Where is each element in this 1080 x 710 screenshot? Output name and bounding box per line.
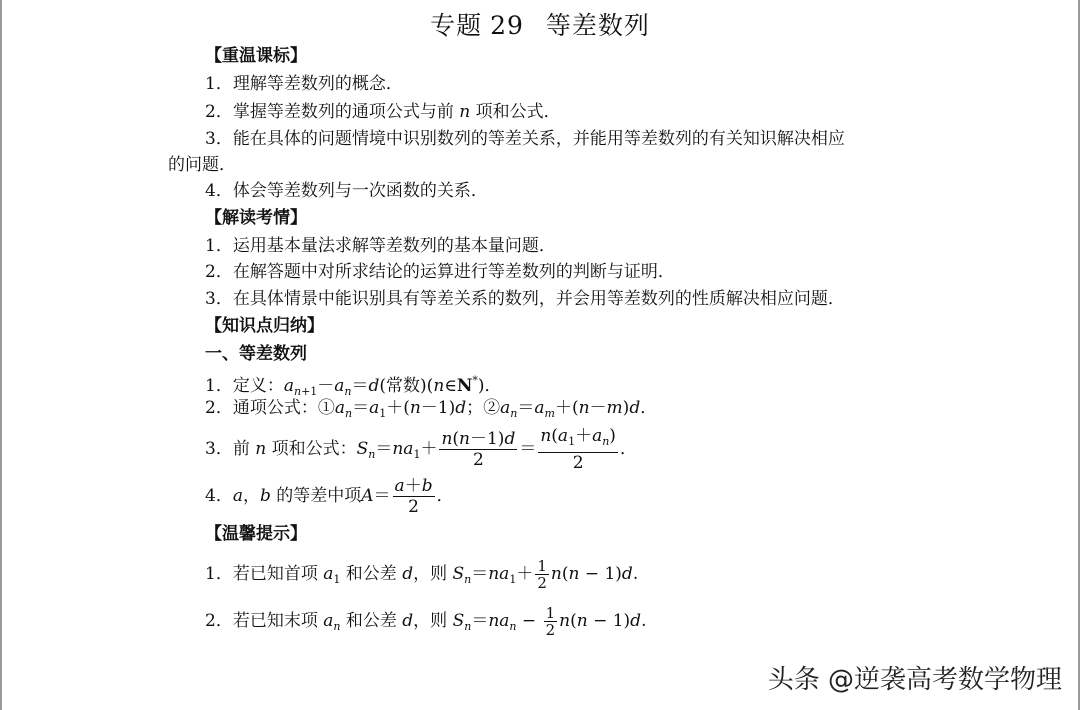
tip-2: 2．若已知末项 $a_n$ 和公差 d，则 $S_n=na_n$ − $\frac{1}{2}$ n(n − 1)d.	[205, 604, 647, 639]
title-topic: 等差数列	[545, 11, 650, 40]
formula-sum: 3．前 n 项和公式：$S_n=na_1+$ $\frac{n(n-1)d}{2}$ ＝ $\frac{n(a_1+a_n)}{2}$ ．	[205, 426, 637, 473]
section-interpret-heading: 【解读考情】	[205, 208, 307, 228]
review-item-3: 3．能在具体的问题情境中识别数列的等差关系，并能用等差数列的有关知识解决相应	[205, 129, 845, 149]
interpret-item-3: 3．在具体情景中能识别具有等差关系的数列，并会用等差数列的性质解决相应问题．	[205, 289, 845, 309]
interpret-item-2: 2．在解答题中对所求结论的运算进行等差数列的判断与证明．	[205, 262, 675, 282]
watermark: 头条 @逆袭高考数学物理	[767, 665, 1062, 695]
left-page-edge	[0, 0, 2, 710]
review-item-4: 4．体会等差数列与一次函数的关系．	[205, 181, 488, 201]
interpret-item-1: 1．运用基本量法求解等差数列的基本量问题．	[205, 236, 556, 256]
formula-general-term: 2．通项公式：$①a_n=a_1+(n-1)d$；$②a_n=a_m+(n-m)d$．	[205, 398, 658, 420]
section-knowledge-heading: 【知识点归纳】	[205, 316, 324, 336]
formula-definition: 1．定义：$a_{n+1}-a_n=d$(常数)(n∈N*)．	[205, 374, 502, 398]
fraction: $\frac{1}{2}$	[545, 604, 556, 639]
formula-mean: 4．a，b 的等差中项A＝ $\frac{a+b}{2}$ ．	[205, 476, 454, 517]
title-number: 29	[490, 11, 524, 40]
fraction: $\frac{a+b}{2}$	[394, 476, 433, 517]
page-title	[0, 6, 1080, 42]
review-item-3-cont: 的问题．	[168, 155, 236, 175]
subsection-heading: 一、等差数列	[205, 344, 307, 364]
fraction: $\frac{n(n-1)d}{2}$	[441, 429, 516, 470]
fraction: $\frac{n(a_1+a_n)}{2}$	[540, 426, 616, 473]
section-review-heading: 【重温课标】	[205, 46, 307, 66]
tip-1: 1．若已知首项 $a_1$ 和公差 d，则 $S_n=na_1+$ $\frac{1}{2}$ n(n − 1)d.	[205, 557, 639, 592]
review-item-1: 1．理解等差数列的概念．	[205, 74, 403, 94]
title-label: 专题	[430, 11, 483, 40]
section-tips-heading: 【温馨提示】	[205, 524, 307, 544]
review-item-2: 2．掌握等差数列的通项公式与前 n 项和公式．	[205, 102, 561, 122]
fraction: $\frac{1}{2}$	[537, 557, 547, 592]
